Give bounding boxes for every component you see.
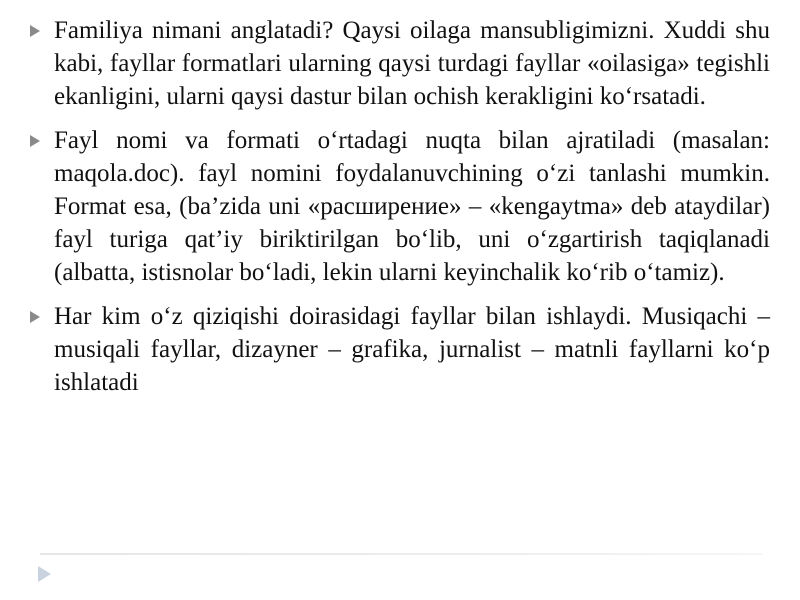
triangle-bullet-icon xyxy=(30,311,40,323)
triangle-bullet-icon xyxy=(30,25,40,37)
footer-divider xyxy=(40,553,762,555)
bullet-text: Har kim o‘z qiziqishi doirasidagi fayllar bilan ishlaydi. Musiqachi – musiqali fayllar, dizayner – grafika, jurnalist – matnli fayllarni ko‘p ishlatadi xyxy=(54,303,770,396)
bullet-item xyxy=(54,124,770,289)
bullet-item xyxy=(54,300,770,399)
bullet-text: Fayl nomi va formati o‘rtadagi nuqta bilan ajratiladi (masalan: maqola.doc). fayl nomini foydalanuvchining o‘zi tanlashi mumkin. Format esa, (ba’zida uni «расширение» – «kengaytma» deb ataydilar) fayl turiga qat’iy biriktirilgan bo‘lib, uni o‘zgartirish taqiqlanadi (albatta, istisnolar bo‘ladi, lekin ularni keyinchalik ko‘rib o‘tamiz). xyxy=(54,127,770,286)
triangle-bullet-icon xyxy=(30,135,40,147)
arrow-right-icon xyxy=(38,566,51,582)
bullet-item xyxy=(54,14,770,113)
bullet-list xyxy=(54,14,770,410)
bullet-text: Familiya nimani anglatadi? Qaysi oilaga mansubligimizni. Xuddi shu kabi, fayllar formatlari ularning qaysi turdagi fayllar «oilasiga» tegishli ekanligini, ularni qaysi dastur bilan ochish kerakligini ko‘rsatadi. xyxy=(54,17,770,110)
